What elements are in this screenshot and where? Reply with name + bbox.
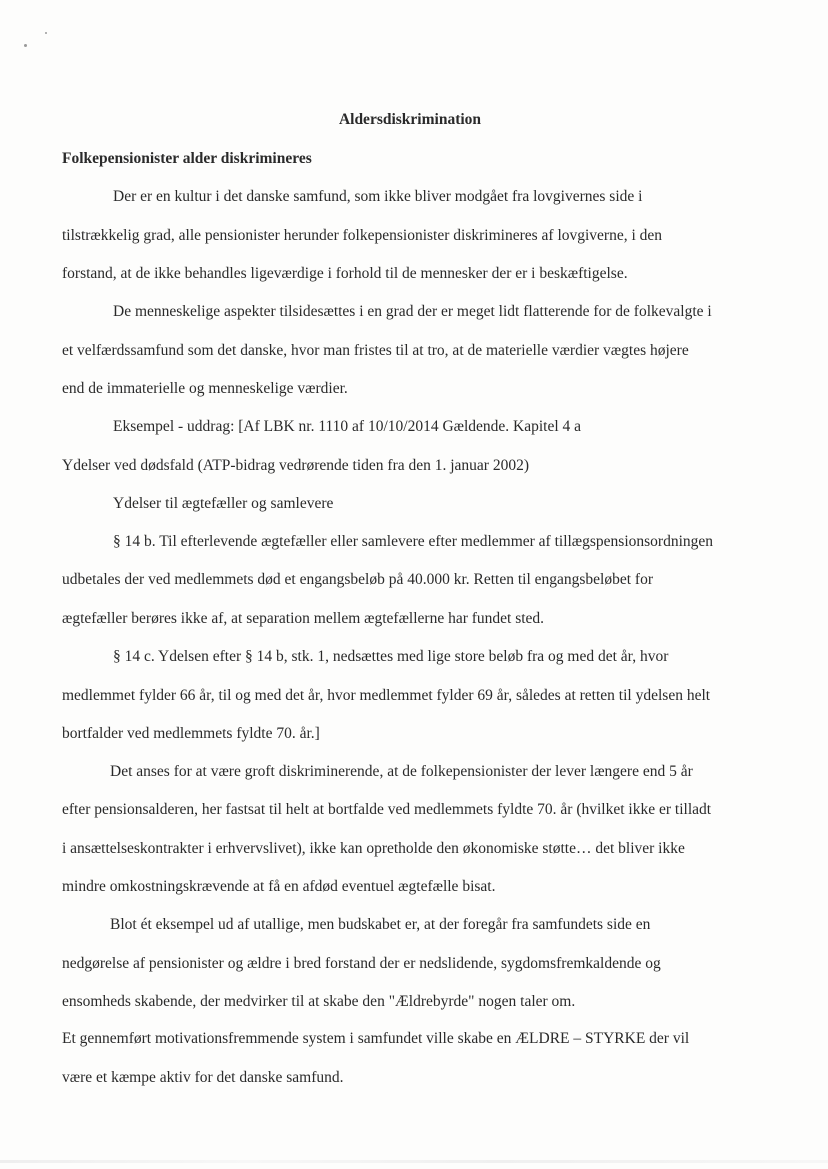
paragraph-line: tilstrækkelig grad, alle pensionister herunder folkepensionister diskrimineres af lovgiverne, i den — [62, 227, 663, 244]
paragraph-line: Eksempel - uddrag: [Af LBK nr. 1110 af 10/10/2014 Gældende. Kapitel 4 a — [113, 418, 582, 435]
paragraph-line: være et kæmpe aktiv for det danske samfund. — [62, 1069, 344, 1086]
paragraph-line: efter pensionsalderen, her fastsat til helt at bortfalde ved medlemmets fyldte 70. år (hvilket ikke er tilladt — [62, 801, 712, 818]
paragraph-line: end de immaterielle og menneskelige værdier. — [62, 380, 348, 397]
paragraph-line: nedgørelse af pensionister og ældre i bred forstand der er nedslidende, sygdomsfremkaldende og — [62, 955, 661, 972]
paragraph-line: ensomheds skabende, der medvirker til at skabe den "Ældrebyrde" nogen taler om. — [62, 993, 576, 1010]
paragraph-line: § 14 b. Til efterlevende ægtefæller eller samlevere efter medlemmer af tillægspensionsordningen — [113, 533, 714, 550]
paragraph-line: § 14 c. Ydelsen efter § 14 b, stk. 1, nedsættes med lige store beløb fra og med det år, hvor — [113, 648, 669, 665]
paragraph-line: i ansættelseskontrakter i erhvervslivet), ikke kan opretholde den økonomiske støtte… det bliver ikke — [62, 840, 685, 857]
paragraph-line: ægtefæller berøres ikke af, at separation mellem ægtefællerne har fundet sted. — [62, 610, 545, 627]
paragraph-line: Ydelser ved dødsfald (ATP-bidrag vedrørende tiden fra den 1. januar 2002) — [62, 457, 529, 474]
paragraph-line: Det anses for at være groft diskriminerende, at de folkepensionister der lever længere end 5 år — [110, 763, 693, 780]
paragraph-line: mindre omkostningskrævende at få en afdød eventuel ægtefælle bisat. — [62, 878, 496, 895]
paragraph-line: Der er en kultur i det danske samfund, som ikke bliver modgået fra lovgivernes side i — [113, 188, 643, 205]
paragraph-line: Blot ét eksempel ud af utallige, men budskabet er, at der foregår fra samfundets side en — [110, 916, 651, 933]
paragraph-line: Ydelser til ægtefæller og samlevere — [113, 495, 334, 512]
paragraph-line: Et gennemført motivationsfremmende system i samfundet ville skabe en ÆLDRE – STYRKE der vil — [62, 1030, 690, 1047]
paragraph-line: et velfærdssamfund som det danske, hvor man fristes til at tro, at de materielle værdier vægtes højere — [62, 342, 689, 359]
scan-edge — [0, 1160, 828, 1163]
scan-speck — [45, 32, 47, 34]
paragraph-line: bortfalder ved medlemmets fyldte 70. år.] — [62, 725, 320, 742]
document-title: Aldersdiskrimination — [338, 111, 482, 128]
paragraph-line: medlemmet fylder 66 år, til og med det år, hvor medlemmet fylder 69 år, således at retten til ydelsen helt — [62, 687, 711, 704]
section-heading: Folkepensionister alder diskrimineres — [62, 150, 312, 167]
scan-speck — [24, 44, 27, 47]
paragraph-line: forstand, at de ikke behandles ligeværdige i forhold til de mennesker der er i beskæftigelse. — [62, 265, 628, 282]
paragraph-line: De menneskelige aspekter tilsidesættes i en grad der er meget lidt flatterende for de folkevalgte i — [113, 303, 712, 320]
paragraph-line: udbetales der ved medlemmets død et engangsbeløb på 40.000 kr. Retten til engangsbeløbet for — [62, 571, 653, 588]
